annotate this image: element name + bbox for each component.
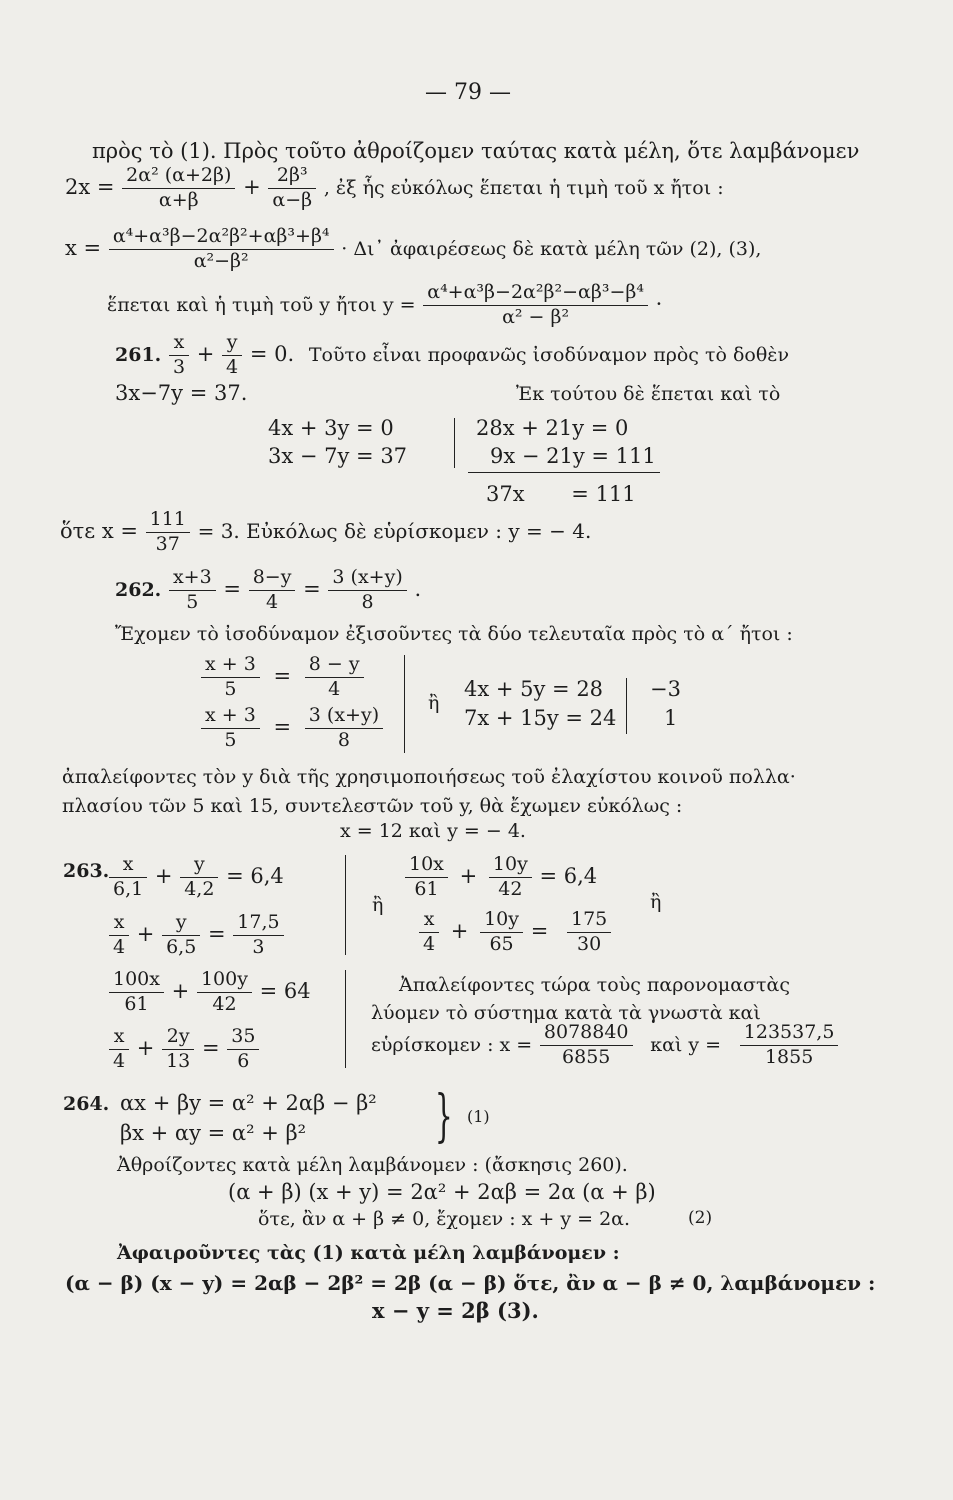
- res-pre: εὑρίσκομεν : x =: [371, 1033, 533, 1056]
- text: · Δι᾽ ἀφαιρέσεως δὲ κατὰ μέλη τῶν (2), (3),: [341, 237, 762, 260]
- lhs: 2x =: [65, 174, 115, 199]
- fraction-c: $\frac{3 (x+y)}{8}$: [330, 568, 404, 613]
- text-263-b: λύομεν τὸ σύστημα κατὰ τὰ γνωστὰ καὶ: [371, 1002, 761, 1024]
- fraction-111: $\frac{111}{37}$: [148, 510, 188, 555]
- fraction-y4: $\frac{y}{4}$: [224, 333, 240, 378]
- eq: =: [273, 663, 292, 688]
- exercise-number: 261.: [115, 343, 162, 366]
- op: +: [136, 921, 155, 946]
- mult-2: 1: [664, 706, 678, 730]
- eq-263-1: [108, 855, 284, 900]
- fraction-y: $\frac{\text{α⁴+α³β−2α²β²−αβ³−β⁴}}{\text{α² − β²}}$: [425, 283, 646, 328]
- sys-b1: 28x + 21y = 0: [476, 416, 629, 440]
- text: Τοῦτο εἶναι προφανῶς ἰσοδύναμον πρὸς τὸ δοθὲν: [308, 343, 790, 366]
- sys-262-1: 4x + 5y = 28: [464, 677, 604, 701]
- fraction: $\frac{x}{4}$: [111, 1027, 127, 1072]
- op: +: [154, 863, 173, 888]
- fraction: $\frac{100y}{42}$: [199, 970, 250, 1015]
- equation-x: [65, 227, 761, 272]
- fraction: $\frac{2y}{13}$: [164, 1027, 192, 1072]
- op: +: [171, 978, 190, 1003]
- row-262-2: [200, 706, 384, 751]
- page-number: — 79 —: [425, 80, 511, 105]
- fraction: $\frac{y}{6,5}$: [164, 913, 198, 958]
- fraction: $\frac{35}{6}$: [229, 1027, 257, 1072]
- sum-line: [468, 472, 660, 473]
- plus: +: [196, 341, 215, 366]
- fraction: $\frac{10y}{42}$: [491, 855, 530, 900]
- text-262-b: πλασίου τῶν 5 καὶ 15, συντελεστῶν τοῦ y, θὰ ἔχωμεν εὐκόλως :: [62, 795, 683, 817]
- eq: =: [201, 1035, 220, 1060]
- result-261: [60, 510, 591, 555]
- divider: [454, 418, 455, 468]
- divider: [404, 655, 405, 753]
- fraction: $\frac{x + 3}{5}$: [203, 706, 258, 751]
- fraction-2: $\frac{\text{2β³}}{\alpha-\beta}$: [270, 166, 314, 211]
- text-264-2: (α + β) (x + y) = 2α² + 2αβ = 2α (α + β): [228, 1180, 656, 1204]
- eq-263-r1: [404, 855, 597, 900]
- dot: .: [414, 576, 422, 601]
- or-word-263: ἢ: [372, 894, 384, 916]
- fraction: $\frac{10x}{61}$: [407, 855, 446, 900]
- eq-263-2: [108, 913, 285, 958]
- fraction-x: $\frac{\text{α⁴+α³β−2α²β²+αβ³+β⁴}}{\text{α²−β²}}$: [111, 227, 332, 272]
- eq: =: [273, 714, 292, 739]
- text-262-c: x = 12 καὶ y = − 4.: [340, 820, 526, 842]
- text: , ἐξ ἧς εὐκόλως ἕπεται ἡ τιμὴ τοῦ x ἤτοι :: [323, 176, 724, 199]
- fraction-x3: $\frac{x}{3}$: [171, 333, 187, 378]
- sum: 37x = 111: [486, 482, 636, 506]
- fraction-b: $\frac{8-y}{4}$: [251, 568, 294, 613]
- rhs: = 64: [259, 978, 311, 1003]
- sys-b2: 9x − 21y = 111: [490, 444, 656, 468]
- res-pre: ὅτε x =: [60, 518, 138, 543]
- text-264-5: (α − β) (x − y) = 2αβ − 2β² = 2β (α − β) ὅτε, ἂν α − β ≠ 0, λαμβάνομεν :: [65, 1271, 876, 1295]
- text-264-6: x − y = 2β (3).: [372, 1298, 539, 1323]
- fraction: $\frac{17,5}{3}$: [235, 913, 281, 958]
- fraction: $\frac{175}{30}$: [569, 910, 609, 955]
- fraction: $\frac{100x}{61}$: [111, 970, 162, 1015]
- row-262-1: [200, 655, 365, 700]
- text-262: Ἔχομεν τὸ ἰσοδύναμον ἐξισοῦντες τὰ δύο τελευταῖα πρὸς τὸ α΄ ἤτοι :: [115, 623, 793, 645]
- equation-y: [107, 283, 662, 328]
- kai: καὶ y =: [650, 1033, 722, 1056]
- sys-a2: 3x − 7y = 37: [268, 444, 408, 468]
- tag-264: (1): [467, 1107, 490, 1126]
- res-post: = 3. Εὐκόλως δὲ εὑρίσκομεν : y = − 4.: [197, 518, 592, 543]
- eq-264-1: αx + βy = α² + 2αβ − β²: [120, 1091, 377, 1115]
- eq: =: [530, 918, 549, 943]
- divider: [345, 855, 346, 955]
- eq: = 0.: [249, 341, 295, 366]
- fraction: $\frac{x}{4}$: [111, 913, 127, 958]
- text-263-a: Ἀπαλείφοντες τώρα τοὺς παρονομαστὰς: [399, 974, 790, 996]
- fraction: $\frac{y}{4,2}$: [182, 855, 216, 900]
- dot: ·: [655, 291, 663, 316]
- eq: =: [207, 921, 226, 946]
- equation-2x: [65, 166, 724, 211]
- eq-261: 3x−7y = 37.: [115, 381, 248, 405]
- plus: +: [243, 174, 261, 199]
- exercise-261-line: [115, 333, 789, 378]
- or-word: ἢ: [428, 692, 440, 714]
- exercise-number: 262.: [115, 578, 162, 601]
- op: +: [136, 1035, 155, 1060]
- tag-264-2: (2): [688, 1208, 713, 1228]
- rhs: = 6,4: [226, 863, 284, 888]
- sys-a1: 4x + 3y = 0: [268, 416, 394, 440]
- fraction: $\frac{x}{6,1}$: [111, 855, 145, 900]
- text-264-4: Ἀφαιροῦντες τὰς (1) κατὰ μέλη λαμβάνομεν :: [117, 1242, 620, 1264]
- fraction-1: $\frac{\text{2α² (α+2β)}}{\alpha+\beta}$: [124, 166, 233, 211]
- eq-263-4: [108, 1027, 260, 1072]
- fraction-y: $\frac{123537,5}{1855}$: [742, 1023, 837, 1068]
- exercise-number-263: 263.: [63, 860, 110, 882]
- fraction-a: $\frac{x+3}{5}$: [171, 568, 214, 613]
- text-262-a: ἀπαλείφοντες τὸν y διὰ τῆς χρησιμοποιήσεως τοῦ ἐλαχίστου κοινοῦ πολλα·: [62, 766, 796, 788]
- exercise-262-line: [115, 568, 421, 613]
- fraction: $\frac{x + 3}{5}$: [203, 655, 258, 700]
- result-263: [371, 1023, 839, 1068]
- lhs: x =: [65, 235, 102, 260]
- eq: =: [303, 576, 321, 601]
- op: +: [459, 863, 478, 888]
- text: ἕπεται καὶ ἡ τιμὴ τοῦ y ἤτοι y =: [107, 293, 416, 316]
- fraction: $\frac{8 - y}{4}$: [307, 655, 362, 700]
- brace: }: [434, 1084, 453, 1149]
- text-line-1: πρὸς τὸ (1). Πρὸς τοῦτο ἀθροίζομεν ταύτας κατὰ μέλη, ὅτε λαμβάνομεν: [92, 139, 860, 163]
- rhs: = 6,4: [539, 863, 598, 888]
- eq: =: [223, 576, 241, 601]
- divider: [345, 970, 346, 1068]
- fraction-x: $\frac{8078840}{6855}$: [542, 1023, 631, 1068]
- divider: [626, 678, 627, 734]
- mult-1: −3: [650, 677, 681, 701]
- or-word-263-2: ἢ: [650, 891, 662, 913]
- text-261: Ἐκ τούτου δὲ ἕπεται καὶ τὸ: [516, 383, 781, 405]
- fraction: $\frac{x}{4}$: [421, 910, 437, 955]
- fraction: $\frac{3 (x+y)}{8}$: [307, 706, 381, 751]
- text-264-3: ὅτε, ἂν α + β ≠ 0, ἔχομεν : x + y = 2α.: [258, 1208, 631, 1230]
- op: +: [450, 918, 469, 943]
- sys-262-2: 7x + 15y = 24: [464, 706, 617, 730]
- exercise-number-264: 264.: [63, 1093, 110, 1115]
- eq-263-r2: [418, 910, 612, 955]
- eq-264-2: βx + αy = α² + β²: [120, 1121, 307, 1145]
- eq-263-3: [108, 970, 311, 1015]
- text-264-1: Ἀθροίζοντες κατὰ μέλη λαμβάνομεν : (ἄσκησις 260).: [117, 1154, 628, 1176]
- fraction: $\frac{10y}{65}$: [482, 910, 521, 955]
